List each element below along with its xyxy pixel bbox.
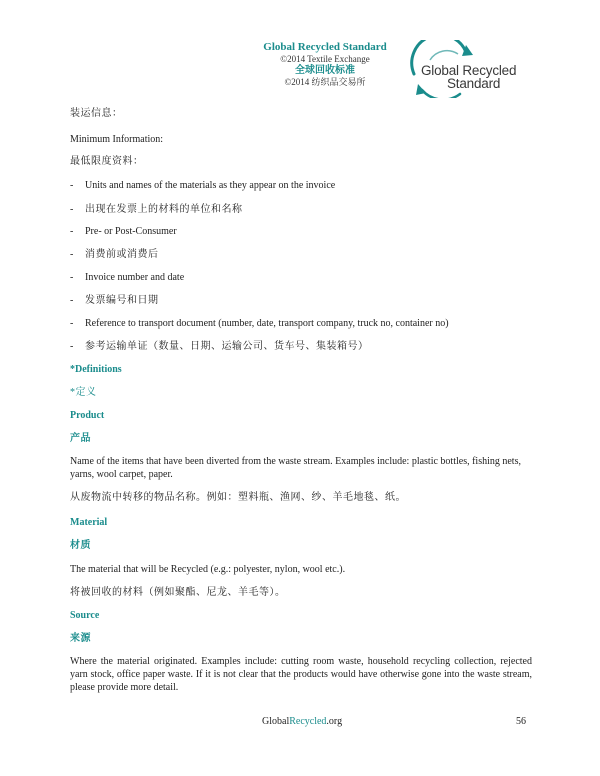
- minimum-information-label: Minimum Information:: [70, 134, 164, 145]
- cn-material-heading: 材质: [70, 540, 91, 551]
- header-cn-title: 全球回收标准: [295, 65, 355, 76]
- cn-product-text: 从废物流中转移的物品名称。例如：塑料瓶、渔网、纱、羊毛地毯、纸。: [70, 492, 406, 503]
- cn-definitions-heading: *定义: [70, 387, 97, 398]
- list-dash: -: [70, 272, 74, 283]
- material-heading: Material: [70, 517, 108, 528]
- footer-website: GlobalRecycled.org: [262, 716, 343, 727]
- cn-material-text: 将被回收的材料（例如聚酯、尼龙、羊毛等）。: [70, 587, 286, 598]
- list-dash: -: [70, 180, 74, 191]
- list-dash: -: [70, 249, 74, 260]
- header-copyright: ©2014 Textile Exchange: [280, 53, 370, 64]
- cn-minimum-information-label: 最低限度资料：: [70, 156, 144, 167]
- list-dash: -: [70, 204, 74, 215]
- cn-source-heading: 来源: [70, 633, 91, 644]
- product-heading: Product: [70, 410, 105, 421]
- source-text: Where the material originated. Examples include: cutting room waste, household recycling collection, rejected yarn stock, office paper waste. If it is not clear that the products would have otherwise gone into the waste stream, please provide more detail.: [70, 656, 532, 693]
- list-dash: -: [70, 295, 74, 306]
- page-number: 56: [516, 716, 526, 727]
- document-page: Global Recycled Standard ©2014 Textile Exchange 全球回收标准 ©2014 纺织品交易所 Global Recycled Standard 装运信息： Minimum Information: 最低限度资料： - Units and names of the materials as they appear on the invoice - 出现在发票上的材料的单位和名称 - Pre- or Post-Consumer - 消费前或消费后 - Invoice number and date - 发票编号和日期 - Reference to transport document (number, date, transport company, truck no, container no) - 参考运输单证（数量、日期、运输公司、货车号、集装箱号） *Definitions *定义 Product 产品 Name of the items that have been diverted from the waste stream. Examples include: plastic bottles, fishing nets, yarns, wool carpet, paper. 从废物流中转移的物品名称。例如：塑料瓶、渔网、纱、羊毛地毯、纸。 Material 材质 The material that will be Recycled (e.g.: polyester, nylon, wool etc.). 将被回收的材料（例如聚酯、尼龙、羊毛等）。 Source 来源 Where the material originated. Examples include: cutting room waste, household recycling collection, rejected yarn stock, office paper waste. If it is not clear that the products would have otherwise gone into the waste stream, please provide more detail. GlobalRecycled.org 56: [0, 0, 600, 776]
- list-dash: -: [70, 226, 74, 237]
- material-text: The material that will be Recycled (e.g.: polyester, nylon, wool etc.).: [70, 564, 346, 575]
- cn-shipping-info: 装运信息：: [70, 108, 123, 119]
- product-text: Name of the items that have been diverted from the waste stream. Examples include: plastic bottles, fishing nets, yarns, wool carpet, paper.: [70, 456, 521, 480]
- list-dash: -: [70, 318, 74, 329]
- header-cn-copyright: ©2014 纺织品交易所: [284, 76, 366, 87]
- cn-product-heading: 产品: [70, 433, 91, 444]
- logo-text-line1: Global Recycled: [421, 63, 517, 78]
- definitions-heading: *Definitions: [70, 364, 122, 375]
- grs-logo: [400, 40, 530, 98]
- header-title: Global Recycled Standard: [263, 41, 387, 53]
- list-dash: -: [70, 341, 74, 352]
- logo-text-line2: Standard: [447, 76, 501, 91]
- source-heading: Source: [70, 610, 100, 621]
